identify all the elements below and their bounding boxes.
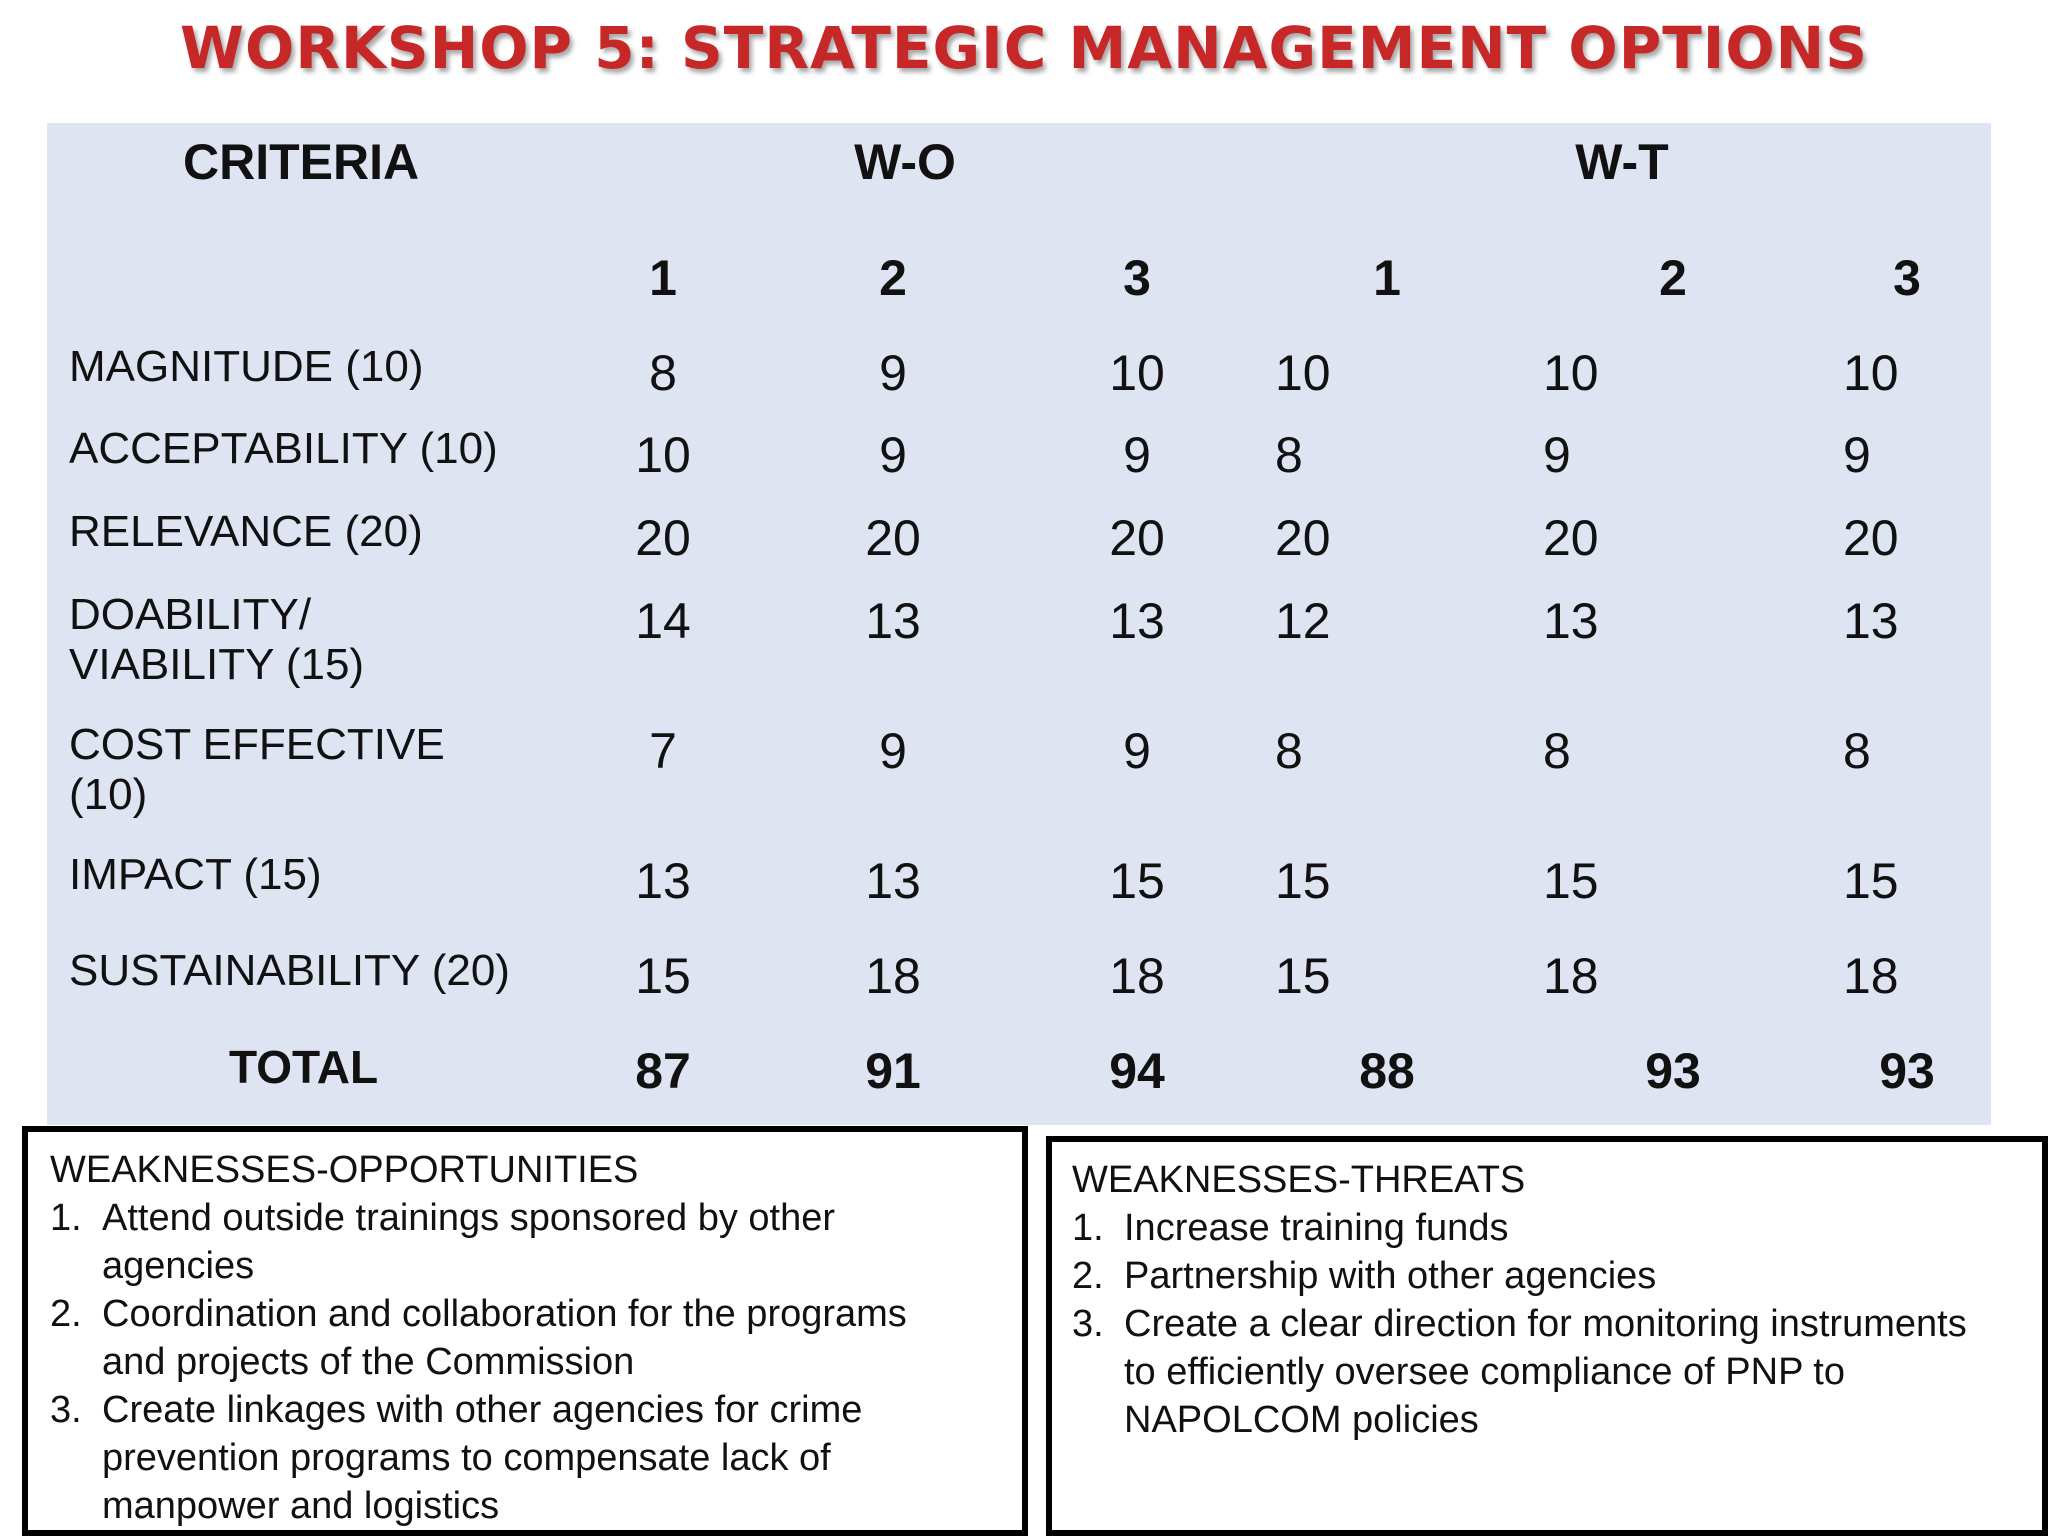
list-line: to efficiently oversee compliance of PNP to xyxy=(1124,1351,1845,1393)
score-cell: 9 xyxy=(1543,427,1571,483)
score-cell: 15 xyxy=(1275,948,1331,1004)
box-title: WEAKNESSES-THREATS xyxy=(1072,1159,1526,1201)
score-cell: 20 xyxy=(635,510,691,566)
list-line: Coordination and collaboration for the programs xyxy=(102,1293,907,1335)
score-cell: 10 xyxy=(1109,345,1165,401)
score-cell: 10 xyxy=(635,427,691,483)
score-cell: 20 xyxy=(1543,510,1599,566)
score-cell: 10 xyxy=(1543,345,1599,401)
list-line: Create a clear direction for monitoring instruments xyxy=(1124,1303,1967,1345)
list-item xyxy=(50,1386,1002,1530)
total-label: TOTAL xyxy=(229,1041,379,1093)
criteria-label: DOABILITY/ xyxy=(69,590,312,639)
score-cell: 13 xyxy=(635,853,691,909)
score-cell: 20 xyxy=(865,510,921,566)
strategy-list xyxy=(1072,1204,2022,1444)
strategy-list xyxy=(50,1194,1002,1530)
list-line: Increase training funds xyxy=(1124,1207,1509,1249)
score-cell: 13 xyxy=(1543,593,1599,649)
criteria-label: ACCEPTABILITY (10) xyxy=(69,424,498,473)
list-line: and projects of the Commission xyxy=(102,1341,635,1383)
score-cell: 9 xyxy=(1123,723,1151,779)
score-cell: 14 xyxy=(635,593,691,649)
list-line: manpower and logistics xyxy=(102,1485,500,1527)
box-title: WEAKNESSES-OPPORTUNITIES xyxy=(50,1149,639,1191)
score-cell: 18 xyxy=(865,948,921,1004)
option-header: 3 xyxy=(1123,250,1151,306)
total-cell: 93 xyxy=(1645,1043,1701,1099)
option-header: 2 xyxy=(1659,250,1687,306)
score-cell: 13 xyxy=(865,593,921,649)
score-cell: 15 xyxy=(1543,853,1599,909)
score-cell: 20 xyxy=(1109,510,1165,566)
total-cell: 88 xyxy=(1359,1043,1415,1099)
score-cell: 9 xyxy=(879,345,907,401)
score-cell: 9 xyxy=(879,427,907,483)
score-cell: 15 xyxy=(1275,853,1331,909)
score-cell: 8 xyxy=(1275,427,1303,483)
list-item xyxy=(1072,1252,2022,1300)
score-cell: 18 xyxy=(1843,948,1899,1004)
list-number: 1. xyxy=(50,1197,82,1239)
weaknesses-threats-box xyxy=(1046,1136,2048,1536)
score-cell: 9 xyxy=(1843,427,1871,483)
option-header: 3 xyxy=(1893,250,1921,306)
score-cell: 8 xyxy=(649,345,677,401)
list-number: 1. xyxy=(1072,1207,1104,1249)
option-header: 1 xyxy=(649,250,677,306)
score-cell: 10 xyxy=(1843,345,1899,401)
criteria-header: CRITERIA xyxy=(183,134,420,190)
list-line: prevention programs to compensate lack of xyxy=(102,1437,831,1479)
list-number: 3. xyxy=(1072,1303,1104,1345)
score-cell: 15 xyxy=(1109,853,1165,909)
score-cell: 13 xyxy=(1109,593,1165,649)
total-cell: 87 xyxy=(635,1043,691,1099)
score-cell: 10 xyxy=(1275,345,1331,401)
score-cell: 9 xyxy=(879,723,907,779)
option-header: 1 xyxy=(1373,250,1401,306)
criteria-label: COST EFFECTIVE xyxy=(69,720,445,769)
score-cell: 15 xyxy=(1843,853,1899,909)
total-cell: 93 xyxy=(1879,1043,1935,1099)
score-cell: 9 xyxy=(1123,427,1151,483)
criteria-label: IMPACT (15) xyxy=(69,850,322,899)
list-item xyxy=(50,1290,1002,1386)
weaknesses-opportunities-box xyxy=(22,1126,1028,1536)
score-cell: 20 xyxy=(1843,510,1899,566)
list-number: 3. xyxy=(50,1389,82,1431)
list-number: 2. xyxy=(50,1293,82,1335)
criteria-label: (10) xyxy=(69,770,148,819)
list-line: Partnership with other agencies xyxy=(1124,1255,1657,1297)
score-cell: 7 xyxy=(649,723,677,779)
option-header: 2 xyxy=(879,250,907,306)
slide-title: WORKSHOP 5: STRATEGIC MANAGEMENT OPTIONS xyxy=(180,14,1868,82)
group-header-wt: W-T xyxy=(1575,134,1669,190)
score-cell: 20 xyxy=(1275,510,1331,566)
total-cell: 94 xyxy=(1109,1043,1165,1099)
list-item xyxy=(1072,1204,2022,1252)
criteria-label: SUSTAINABILITY (20) xyxy=(69,946,510,995)
score-cell: 13 xyxy=(1843,593,1899,649)
list-item xyxy=(50,1194,1002,1290)
group-header-wo: W-O xyxy=(854,134,956,190)
criteria-label: RELEVANCE (20) xyxy=(69,507,423,556)
score-cell: 15 xyxy=(635,948,691,1004)
list-line: agencies xyxy=(102,1245,255,1287)
score-cell: 8 xyxy=(1543,723,1571,779)
score-cell: 13 xyxy=(865,853,921,909)
score-cell: 12 xyxy=(1275,593,1331,649)
criteria-label: VIABILITY (15) xyxy=(69,640,365,689)
list-line: Attend outside trainings sponsored by other xyxy=(102,1197,836,1239)
list-number: 2. xyxy=(1072,1255,1104,1297)
total-cell: 91 xyxy=(865,1043,921,1099)
list-item xyxy=(1072,1300,2022,1444)
score-cell: 8 xyxy=(1843,723,1871,779)
score-cell: 18 xyxy=(1109,948,1165,1004)
score-cell: 8 xyxy=(1275,723,1303,779)
list-line: Create linkages with other agencies for crime xyxy=(102,1389,863,1431)
score-cell: 18 xyxy=(1543,948,1599,1004)
list-line: NAPOLCOM policies xyxy=(1124,1399,1479,1441)
criteria-label: MAGNITUDE (10) xyxy=(69,342,424,391)
